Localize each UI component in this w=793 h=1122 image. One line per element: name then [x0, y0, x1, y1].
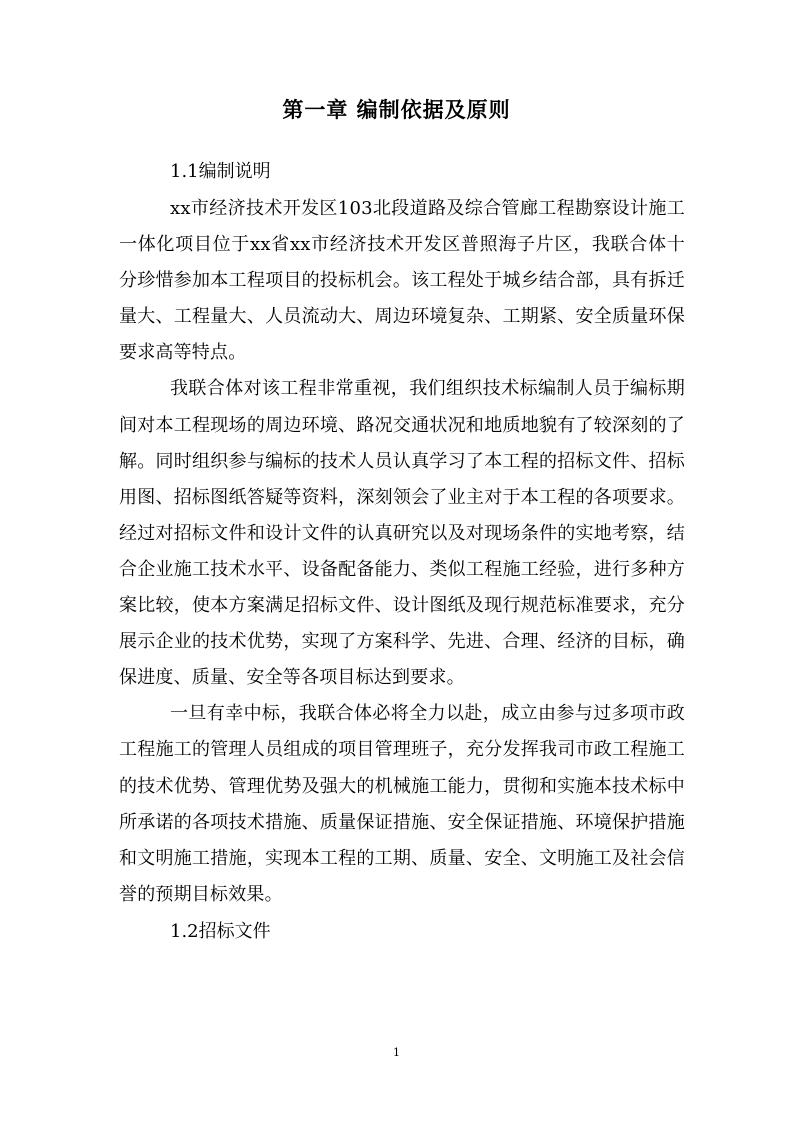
section-heading-1-2: 1.2招标文件 — [170, 920, 271, 942]
paragraph-preparation-work: 我联合体对该工程非常重视，我们组织技术标编制人员于编标期间对本工程现场的周边环境、路况交通状况和地质地貌有了较深刻的了解。同时组织参与编标的技术人员认真学习了本工程的招标文件、招标用图、招标图纸答疑等资料，深刻领会了业主对于本工程的各项要求。经过对招标文件和设计文件的认真研究以及对现场条件的实地考察，结合企业施工技术水平、设备配备能力、类似工程施工经验，进行多种方案比较，使本方案满足招标文件、设计图纸及现行规范标准要求，充分展示企业的技术优势，实现了方案科学、先进、合理、经济的目标，确保进度、质量、安全等各项目标达到要求。 — [119, 378, 685, 689]
chapter-title: 第一章 编制依据及原则 — [282, 98, 511, 122]
document-body — [119, 153, 685, 951]
section-heading-1-1: 1.1编制说明 — [170, 161, 271, 182]
paragraph-commitment: 一旦有幸中标，我联合体必将全力以赴，成立由参与过多项市政工程施工的管理人员组成的项目管理班子，充分发挥我司市政工程施工的技术优势、管理优势及强大的机械施工能力，贯彻和实施本技术标中所承诺的各项技术措施、质量保证措施、安全保证措施、环境保护措施和文明施工措施，实现本工程的工期、质量、安全、文明施工及社会信誉的预期目标效果。 — [119, 703, 685, 905]
paragraph-project-overview: xx市经济技术开发区103北段道路及综合管廊工程勘察设计施工一体化项目位于xx省xx市经济技术开发区普照海子片区，我联合体十分珍惜参加本工程项目的投标机会。该工程处于城乡结合部，具有拆迁量大、工程量大、人员流动大、周边环境复杂、工期紧、安全质量环保要求高等特点。 — [119, 198, 685, 364]
page-number: 1 — [393, 1046, 400, 1059]
